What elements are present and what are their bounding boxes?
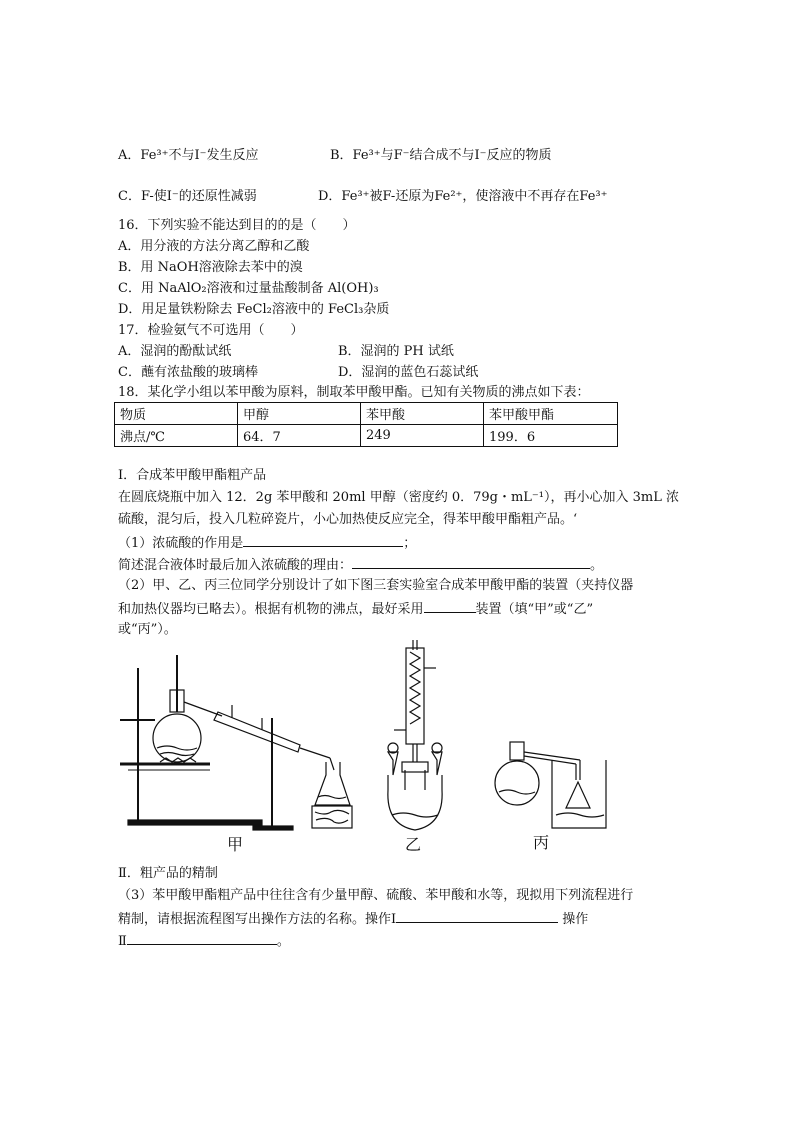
q15-option-b: B．Fe³⁺与F⁻结合成不与I⁻反应的物质 bbox=[330, 148, 552, 163]
sub2-line3: 或“丙”）。 bbox=[118, 622, 177, 637]
part1-title: Ⅰ．合成苯甲酸甲酯粗产品 bbox=[118, 468, 267, 483]
sub2-line1: （2）甲、乙、丙三位同学分别设计了如下图三套实验室合成苯甲酸甲酯的装置（夹持仪器 bbox=[118, 578, 634, 593]
sub3-line3-prefix: Ⅱ bbox=[118, 934, 127, 949]
q15-option-c: C．F-使I⁻的还原性减弱 bbox=[118, 189, 257, 204]
table-cell: 199．6 bbox=[484, 425, 618, 447]
table-header-cell: 苯甲酸 bbox=[361, 403, 484, 425]
answer-blank-4[interactable] bbox=[396, 910, 558, 923]
apparatus-jia bbox=[120, 655, 352, 830]
q16-option-c: C．用 NaAlO₂溶液和过量盐酸制备 Al(OH)₃ bbox=[118, 281, 379, 296]
q16-option-a: A．用分液的方法分离乙醇和乙酸 bbox=[118, 239, 310, 254]
q16-option-d: D．用足量铁粉除去 FeCl₂溶液中的 FeCl₃杂质 bbox=[118, 302, 390, 317]
table-cell: 249 bbox=[361, 425, 484, 447]
sub1-suffix: ； bbox=[403, 536, 417, 551]
q15-option-a: A．Fe³⁺不与I⁻发生反应 bbox=[118, 148, 259, 163]
q17-option-a: A．湿润的酚酞试纸 bbox=[118, 344, 232, 359]
q16-stem: 16．下列实验不能达到目的的是（ ） bbox=[118, 218, 356, 233]
table-header-cell: 甲醇 bbox=[238, 403, 361, 425]
sub1-prefix: （1）浓硫酸的作用是 bbox=[118, 536, 244, 551]
sub3-line3-suffix: 。 bbox=[276, 934, 290, 949]
sub3-suffix: 操作 bbox=[562, 912, 589, 927]
table-header-cell: 物质 bbox=[115, 403, 238, 425]
sub3-line2 bbox=[118, 910, 588, 928]
table-header-cell: 苯甲酸甲酯 bbox=[484, 403, 618, 425]
sub1b-suffix: 。 bbox=[590, 558, 604, 573]
figure-label-yi: 乙 bbox=[405, 835, 422, 854]
sub3-line3 bbox=[118, 932, 290, 950]
apparatus-yi bbox=[388, 640, 442, 830]
q17-option-b: B．湿润的 PH 试纸 bbox=[338, 344, 454, 359]
part2-title: Ⅱ．粗产品的精制 bbox=[118, 866, 218, 881]
part1-text-line2: 硫酸，混匀后，投入几粒碎瓷片，小心加热使反应完全，得苯甲酸甲酯粗产品。‘ bbox=[118, 512, 578, 527]
figure-label-jia: 甲 bbox=[227, 835, 244, 854]
sub2-prefix: 和加热仪器均已略去）。根据有机物的沸点，最好采用 bbox=[118, 602, 424, 617]
answer-blank-5[interactable] bbox=[127, 932, 277, 945]
apparatus-bing bbox=[495, 742, 606, 828]
sub2-suffix: 装置（填“甲”或“乙” bbox=[475, 602, 594, 617]
sub3-prefix: 精制，请根据流程图写出操作方法的名称。操作Ⅰ bbox=[118, 912, 397, 927]
part1-text-line1: 在圆底烧瓶中加入 12．2g 苯甲酸和 20ml 甲醇（密度约 0．79g・mL⁻¹），再小心加入 3mL 浓 bbox=[118, 490, 679, 505]
q18-stem: 18．某化学小组以苯甲酸为原料，制取苯甲酸甲酯。已知有关物质的沸点如下表： bbox=[118, 385, 590, 400]
q15-option-d: D．Fe³⁺被F-还原为Fe²⁺，使溶液中不再存在Fe³⁺ bbox=[318, 189, 608, 204]
q17-option-c: C．蘸有浓盐酸的玻璃棒 bbox=[118, 365, 258, 380]
table-cell: 64．7 bbox=[238, 425, 361, 447]
q16-option-b: B．用 NaOH溶液除去苯中的溴 bbox=[118, 260, 303, 275]
figure-label-bing: 丙 bbox=[533, 833, 550, 852]
q17-stem: 17．检验氨气不可选用（ ） bbox=[118, 323, 304, 338]
sub1b-prefix: 简述混合液体时最后加入浓硫酸的理由： bbox=[118, 558, 353, 573]
table-cell: 沸点/℃ bbox=[115, 425, 238, 447]
q17-option-d: D．湿润的蓝色石蕊试纸 bbox=[338, 365, 479, 380]
sub3-line1: （3）苯甲酸甲酯粗产品中往往含有少量甲醇、硫酸、苯甲酸和水等，现拟用下列流程进行 bbox=[118, 888, 634, 903]
